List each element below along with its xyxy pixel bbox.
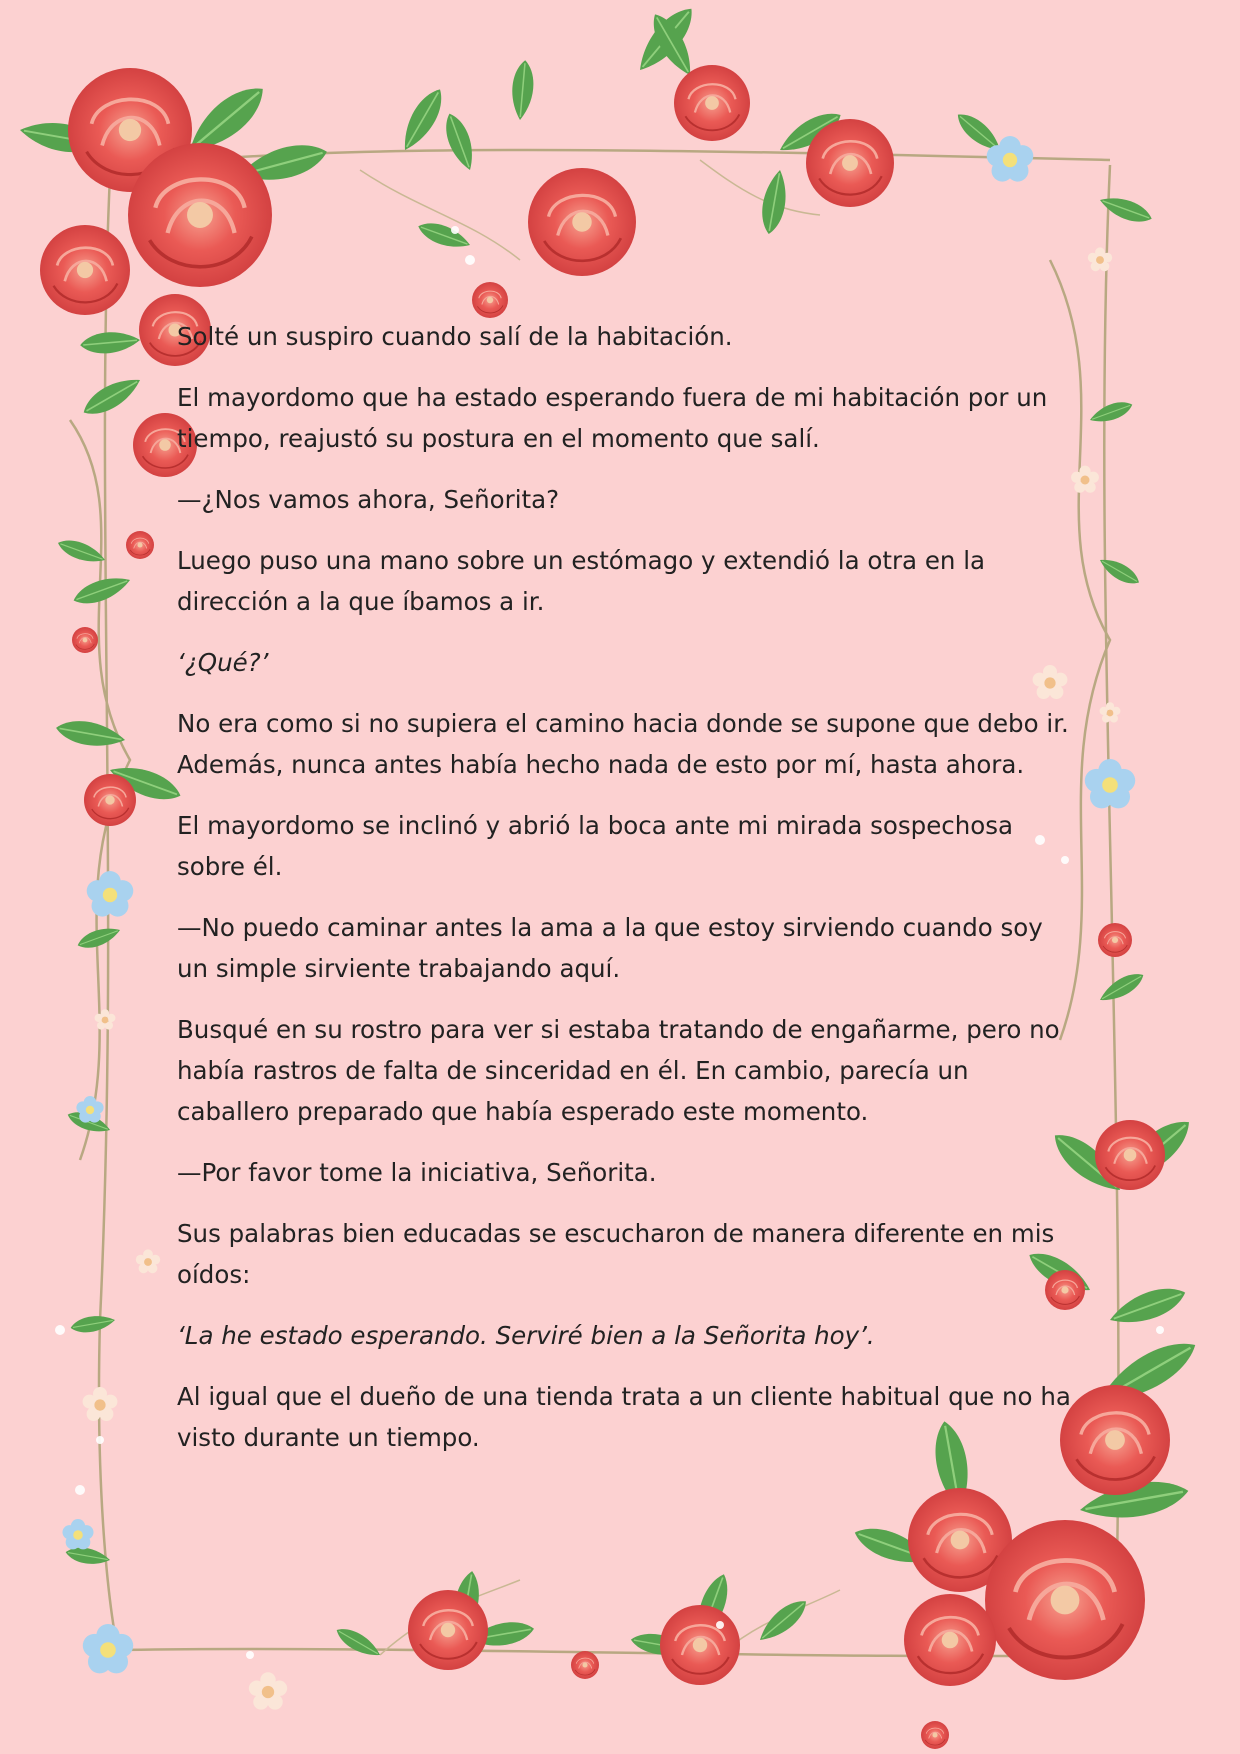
paragraph: Busqué en su rostro para ver si estaba tratando de engañarme, pero no había rastros de falta de sinceridad en él. En cambio, parecía un caballero preparado que había esperado este momento. — [177, 1015, 1060, 1126]
paragraph: Solté un suspiro cuando salí de la habitación. — [177, 322, 733, 351]
paragraph-thought: ‘La he estado esperando. Serviré bien a la Señorita hoy’. — [177, 1321, 875, 1350]
paragraph: Luego puso una mano sobre un estómago y extendió la otra en la dirección a la que íbamos a ir. — [177, 546, 986, 616]
paragraph: Al igual que el dueño de una tienda trata a un cliente habitual que no ha visto durante un tiempo. — [177, 1382, 1071, 1452]
story-text — [177, 316, 1077, 1478]
paragraph: El mayordomo se inclinó y abrió la boca ante mi mirada sospechosa sobre él. — [177, 811, 1014, 881]
paragraph: Sus palabras bien educadas se escucharon de manera diferente en mis oídos: — [177, 1219, 1055, 1289]
paragraph: —¿Nos vamos ahora, Señorita? — [177, 485, 560, 514]
paragraph: —No puedo caminar antes la ama a la que estoy sirviendo cuando soy un simple sirviente trabajando aquí. — [177, 913, 1043, 983]
paragraph-thought: ‘¿Qué?’ — [177, 648, 269, 677]
paragraph: El mayordomo que ha estado esperando fuera de mi habitación por un tiempo, reajustó su postura en el momento que salí. — [177, 383, 1048, 453]
paragraph: —Por favor tome la iniciativa, Señorita. — [177, 1158, 657, 1187]
paragraph: No era como si no supiera el camino hacia donde se supone que debo ir. Además, nunca antes había hecho nada de esto por mí, hasta ahora. — [177, 709, 1069, 779]
